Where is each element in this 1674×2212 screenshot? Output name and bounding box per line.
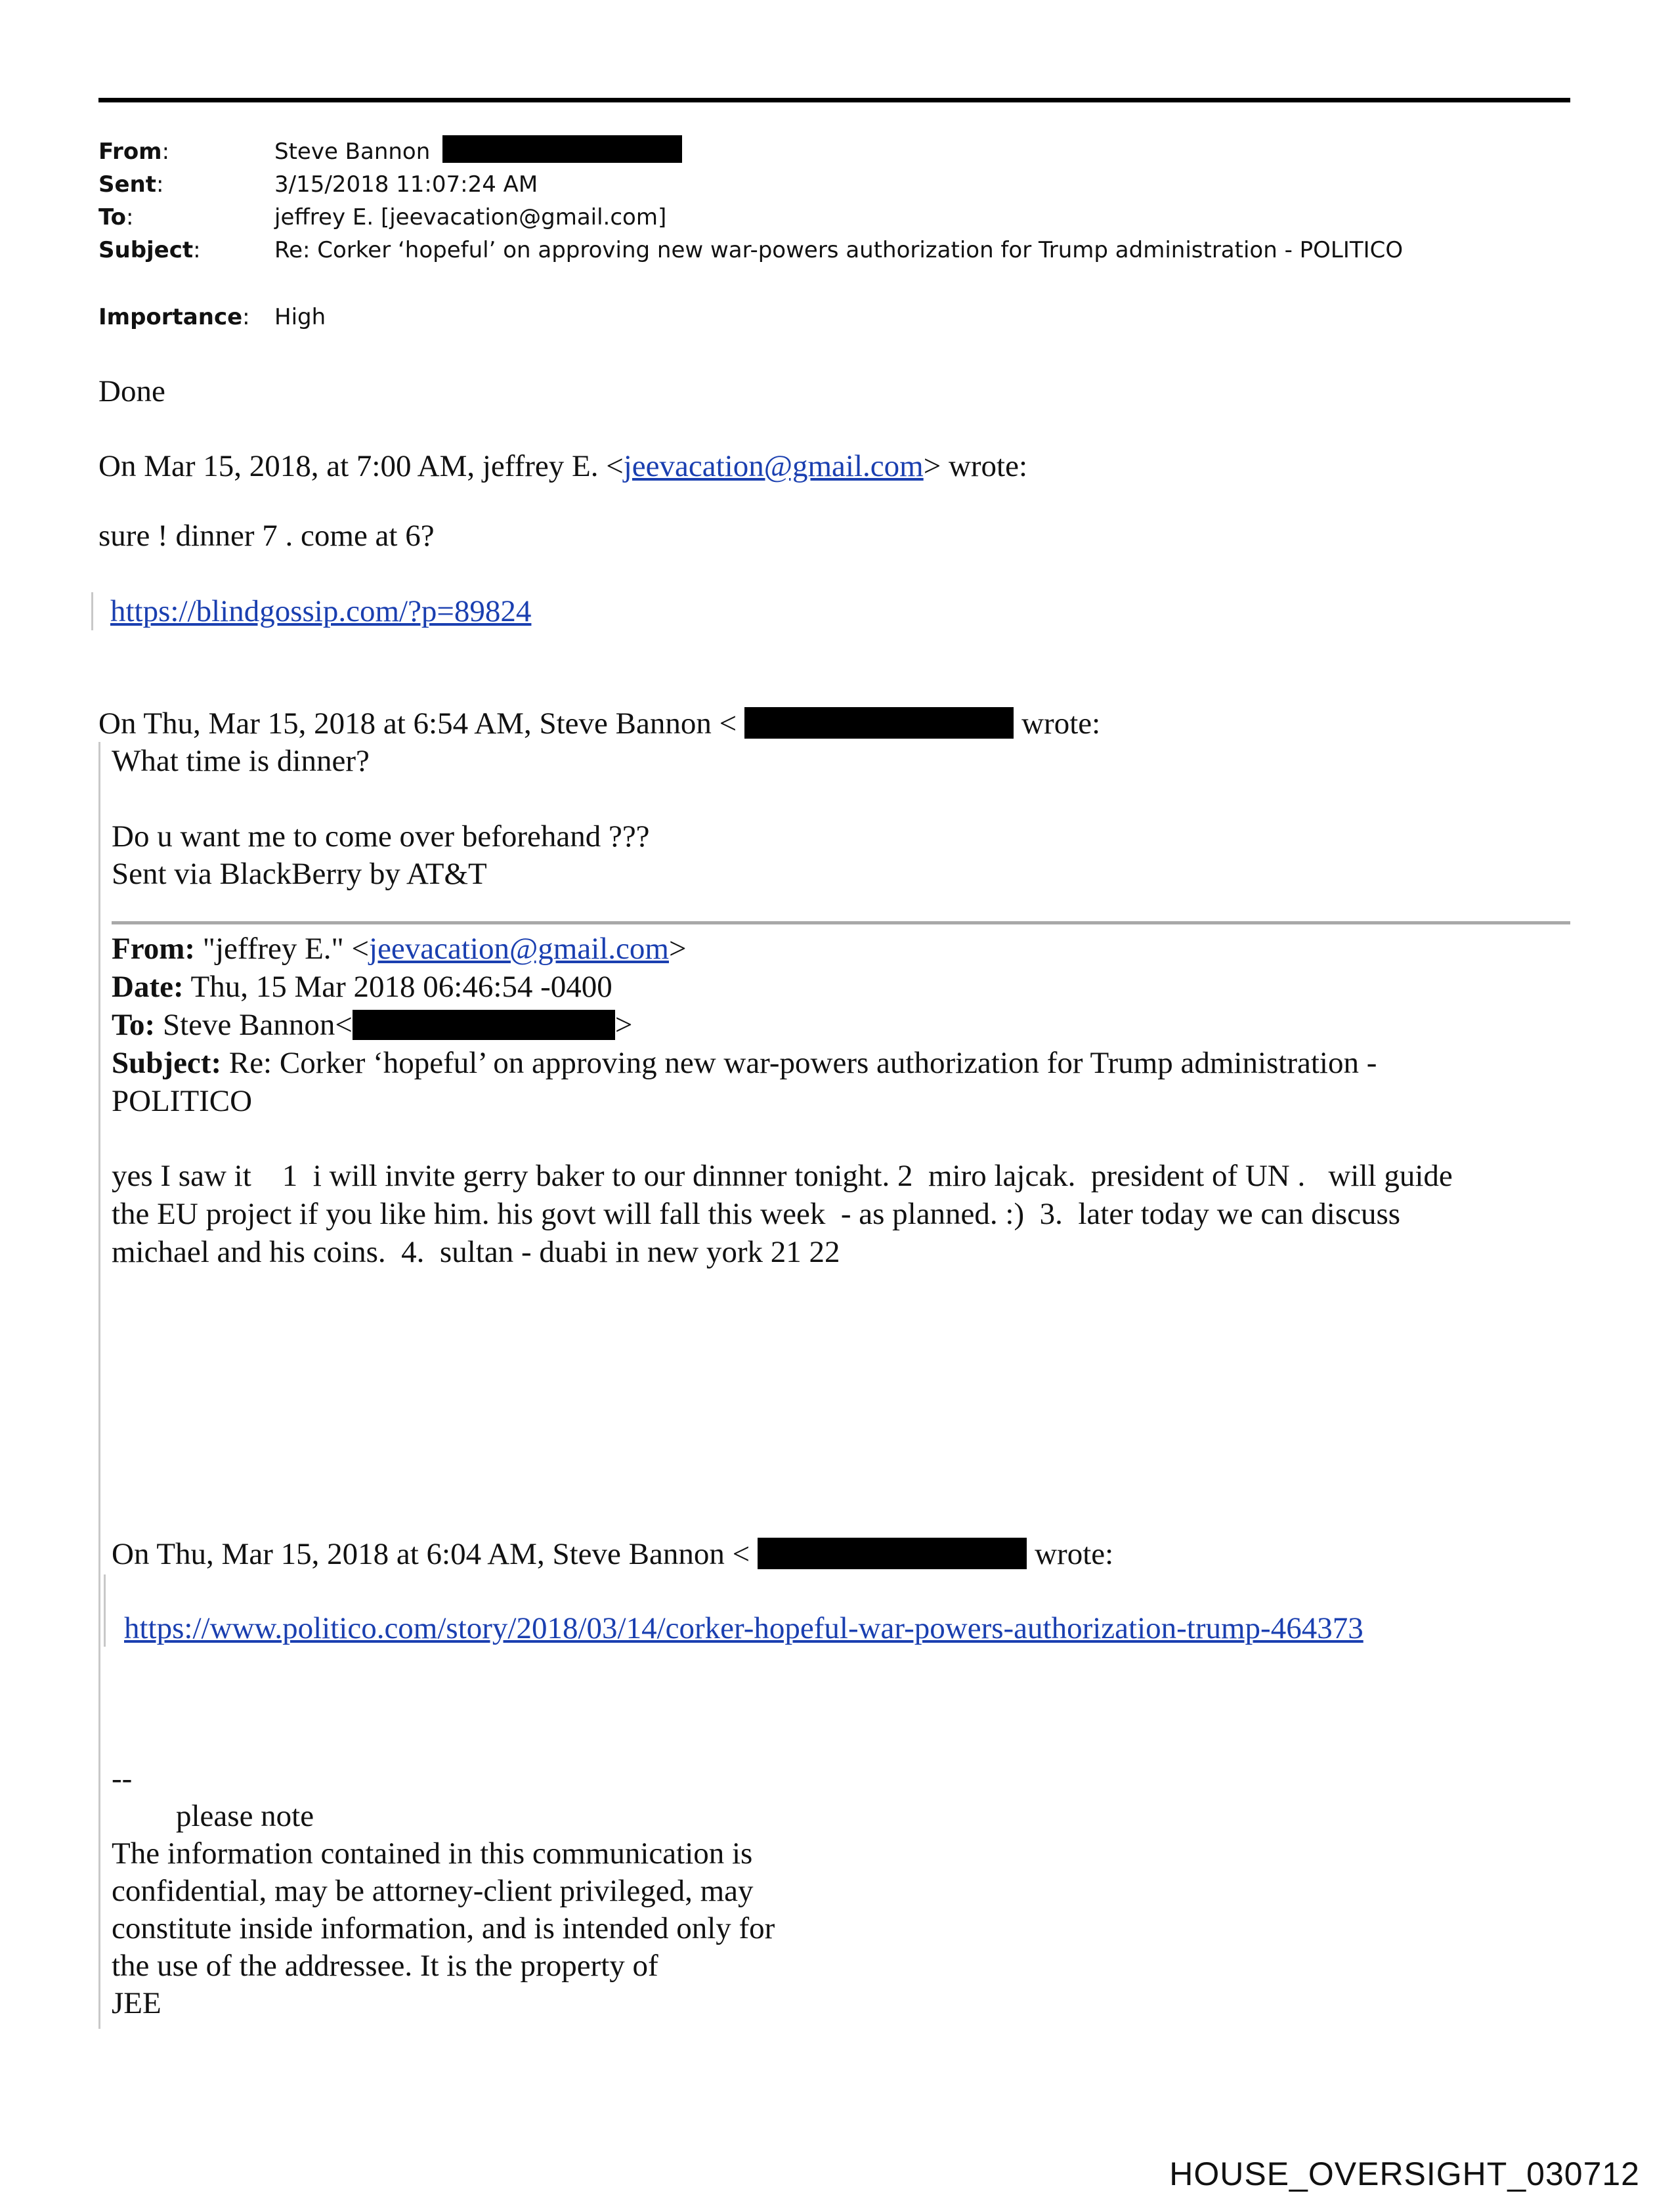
fwd-subject: Subject: Re: Corker ‘hopeful’ on approving new war-powers authorization for Trump administration - [112,1046,1377,1080]
signature-note: please note [176,1799,314,1833]
quote2-line1: What time is dinner? [112,744,370,778]
top-rule [98,98,1570,102]
fwd-body-line2: the EU project if you like him. his govt will fall this week - as planned. :) 3. later today we can discuss [112,1197,1401,1231]
importance-value: High [274,304,326,330]
reply-text: Done [98,374,165,408]
to-label: To: [98,204,134,230]
quote2-intro: On Thu, Mar 15, 2018 at 6:54 AM, Steve Bannon < wrote: [98,706,1101,741]
quote-bar [98,742,100,2029]
fwd-subject-cont: POLITICO [112,1084,253,1118]
fwd-from: From: "jeffrey E." <jeevacation@gmail.com> [112,932,687,966]
sent-value: 3/15/2018 11:07:24 AM [274,171,538,198]
subject-label: Subject: [98,237,201,263]
sent-label: Sent: [98,171,164,198]
fwd-body-line1: yes I saw it 1 i will invite gerry baker to our dinnner tonight. 2 miro lajcak. president of UN . will guide [112,1159,1453,1193]
bates-number: HOUSE_OVERSIGHT_030712 [1169,2156,1640,2192]
from-value: Steve Bannon [274,135,682,168]
fwd-email-link[interactable]: jeevacation@gmail.com [369,932,669,966]
from-label: From: [98,139,170,165]
fwd-to: To: Steve Bannon< > [112,1008,633,1042]
signature-line1: The information contained in this communication is [112,1836,753,1871]
signature-line2: confidential, may be attorney-client privileged, may [112,1874,754,1908]
quote1-email-link[interactable]: jeevacation@gmail.com [623,449,924,483]
redaction-box [442,135,682,163]
separator [112,921,1570,924]
subject-value: Re: Corker ‘hopeful’ on approving new war-powers authorization for Trump administration - POLITICO [274,237,1404,263]
quote2-line2: Do u want me to come over beforehand ??? [112,819,650,854]
politico-link[interactable]: https://www.politico.com/story/2018/03/14/corker-hopeful-war-powers-authorization-trump-464373 [124,1611,1363,1645]
redaction-box [353,1010,615,1040]
quote1-intro: On Mar 15, 2018, at 7:00 AM, jeffrey E. <jeevacation@gmail.com> wrote: [98,449,1028,483]
quote2-line3: Sent via BlackBerry by AT&T [112,857,487,891]
fwd-body-line3: michael and his coins. 4. sultan - duabi in new york 21 22 [112,1235,840,1269]
to-value: jeffrey E. [jeevacation@gmail.com] [274,204,667,230]
redaction-box [758,1538,1027,1569]
quote1-line: sure ! dinner 7 . come at 6? [98,519,435,553]
quote3-intro: On Thu, Mar 15, 2018 at 6:04 AM, Steve Bannon < wrote: [112,1537,1114,1571]
blindgossip-link[interactable]: https://blindgossip.com/?p=89824 [110,594,532,628]
redaction-box [744,707,1014,739]
signature-line3: constitute inside information, and is intended only for [112,1911,775,1945]
signature-line4: the use of the addressee. It is the property of [112,1949,658,1983]
quote-bar [91,592,93,630]
signature-dashes: -- [112,1762,133,1796]
importance-label: Importance: [98,304,250,330]
quote-bar [104,1574,106,1647]
signature-line5: JEE [112,1986,161,2020]
fwd-date: Date: Thu, 15 Mar 2018 06:46:54 -0400 [112,970,612,1004]
